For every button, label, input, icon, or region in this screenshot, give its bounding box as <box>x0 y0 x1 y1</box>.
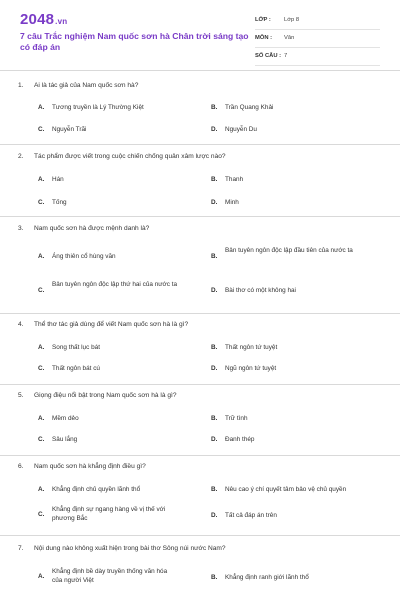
option-letter: B. <box>211 253 218 260</box>
option-text: Bản tuyên ngôn độc lập đầu tiên của nước ta <box>225 247 353 254</box>
option-letter: D. <box>211 436 218 443</box>
question-number: 2. <box>18 153 24 160</box>
option-text: Khẳng định sự ngang hàng về vị thế với phương Bắc <box>52 506 166 522</box>
option-letter: C. <box>38 365 45 372</box>
meta-row-class <box>255 14 380 30</box>
logo-tld: .vn <box>55 17 68 26</box>
option-text: Bài thơ có một không hai <box>225 287 296 294</box>
option-letter: A. <box>38 344 45 351</box>
option-text: Nguyễn Trãi <box>52 126 87 133</box>
option-text: Tương truyền là Lý Thường Kiệt <box>52 104 144 111</box>
meta-value: Văn <box>284 35 295 41</box>
page-header <box>0 0 400 66</box>
option-text: Hán <box>52 176 64 183</box>
option-letter: A. <box>38 415 45 422</box>
option-letter: C. <box>38 199 45 206</box>
option-letter: B. <box>211 574 218 581</box>
meta-key: LỚP : <box>255 17 271 23</box>
meta-key: MÔN : <box>255 35 273 41</box>
option-text: Ngũ ngôn tứ tuyệt <box>225 365 277 372</box>
option-letter: B. <box>211 344 218 351</box>
divider <box>0 313 400 314</box>
question-text: Tác phẩm được viết trong cuộc chiến chống quân xâm lược nào? <box>34 153 226 160</box>
option-letter: B. <box>211 176 218 183</box>
option-letter: C. <box>38 287 45 294</box>
option-letter: A. <box>38 486 45 493</box>
option-letter: D. <box>211 199 218 206</box>
question-text: Nam quốc sơn hà khẳng định điều gì? <box>34 463 146 470</box>
option-letter: C. <box>38 511 45 518</box>
option-letter: D. <box>211 287 218 294</box>
meta-value: 7 <box>284 53 288 59</box>
option-text: Thanh <box>225 176 244 183</box>
meta-value: Lớp 8 <box>284 17 300 23</box>
option-text: Đanh thép <box>225 436 255 443</box>
option-letter: B. <box>211 486 218 493</box>
question-text: Thể thơ tác giả dùng để viết Nam quốc sơn hà là gì? <box>34 321 189 328</box>
option-letter: D. <box>211 126 218 133</box>
option-letter: C. <box>38 126 45 133</box>
question-number: 1. <box>18 82 24 89</box>
meta-row-count <box>255 50 380 66</box>
option-text: Trữ tình <box>225 415 248 422</box>
option-text: Mềm dẻo <box>52 415 79 422</box>
question-text: Nội dung nào không xuất hiện trong bài thơ Sông núi nước Nam? <box>34 545 226 552</box>
option-text: Nêu cao ý chí quyết tâm bảo vệ chủ quyền <box>225 486 347 493</box>
option-text: Minh <box>225 199 239 206</box>
option-text: Tống <box>52 199 67 206</box>
option-letter: B. <box>211 104 218 111</box>
quiz-meta <box>255 14 380 68</box>
page-title: 7 câu Trắc nghiệm Nam quốc sơn hà Chân trời sáng tạo có đáp án <box>20 31 249 52</box>
question-number: 3. <box>18 225 24 232</box>
option-letter: A. <box>38 253 45 260</box>
question-number: 5. <box>18 392 24 399</box>
option-text: Khẳng định ranh giới lãnh thổ <box>225 574 309 581</box>
option-text: Khẳng định chủ quyền lãnh thổ <box>52 486 141 493</box>
option-text: Bản tuyên ngôn độc lập thứ hai của nước ta <box>52 281 178 288</box>
option-text: Thất ngôn tứ tuyệt <box>225 344 278 351</box>
divider <box>0 455 400 456</box>
option-text: Nguyễn Du <box>225 126 257 133</box>
divider <box>0 216 400 217</box>
option-text: Khẳng định bề dày truyền thống văn hóa của người Việt <box>52 568 168 584</box>
option-letter: C. <box>38 436 45 443</box>
question-text: Nam quốc sơn hà được mệnh danh là? <box>34 225 150 232</box>
option-text: Thất ngôn bát cú <box>52 365 100 372</box>
option-letter: D. <box>211 365 218 372</box>
option-text: Sâu lắng <box>52 436 78 443</box>
meta-key: SỐ CÂU : <box>255 53 282 59</box>
divider <box>0 384 400 385</box>
option-letter: A. <box>38 176 45 183</box>
option-letter: A. <box>38 573 45 580</box>
meta-row-subject <box>255 32 380 48</box>
option-letter: A. <box>38 104 45 111</box>
question-text: Ai là tác giả của Nam quốc sơn hà? <box>34 82 139 89</box>
divider <box>0 535 400 536</box>
divider <box>0 144 400 145</box>
site-logo[interactable] <box>20 11 67 28</box>
option-text: Tất cả đáp án trên <box>225 512 277 519</box>
option-text: Áng thiên cổ hùng văn <box>52 253 116 260</box>
question-number: 7. <box>18 545 24 552</box>
question-number: 6. <box>18 463 24 470</box>
question-number: 4. <box>18 321 24 328</box>
logo-text: 2048 <box>20 11 55 28</box>
divider <box>0 70 400 71</box>
option-letter: B. <box>211 415 218 422</box>
option-text: Trần Quang Khải <box>225 104 274 111</box>
question-text: Giọng điệu nổi bật trong Nam quốc sơn hà là gì? <box>34 392 177 399</box>
option-letter: D. <box>211 512 218 519</box>
option-text: Song thất lục bát <box>52 344 100 351</box>
